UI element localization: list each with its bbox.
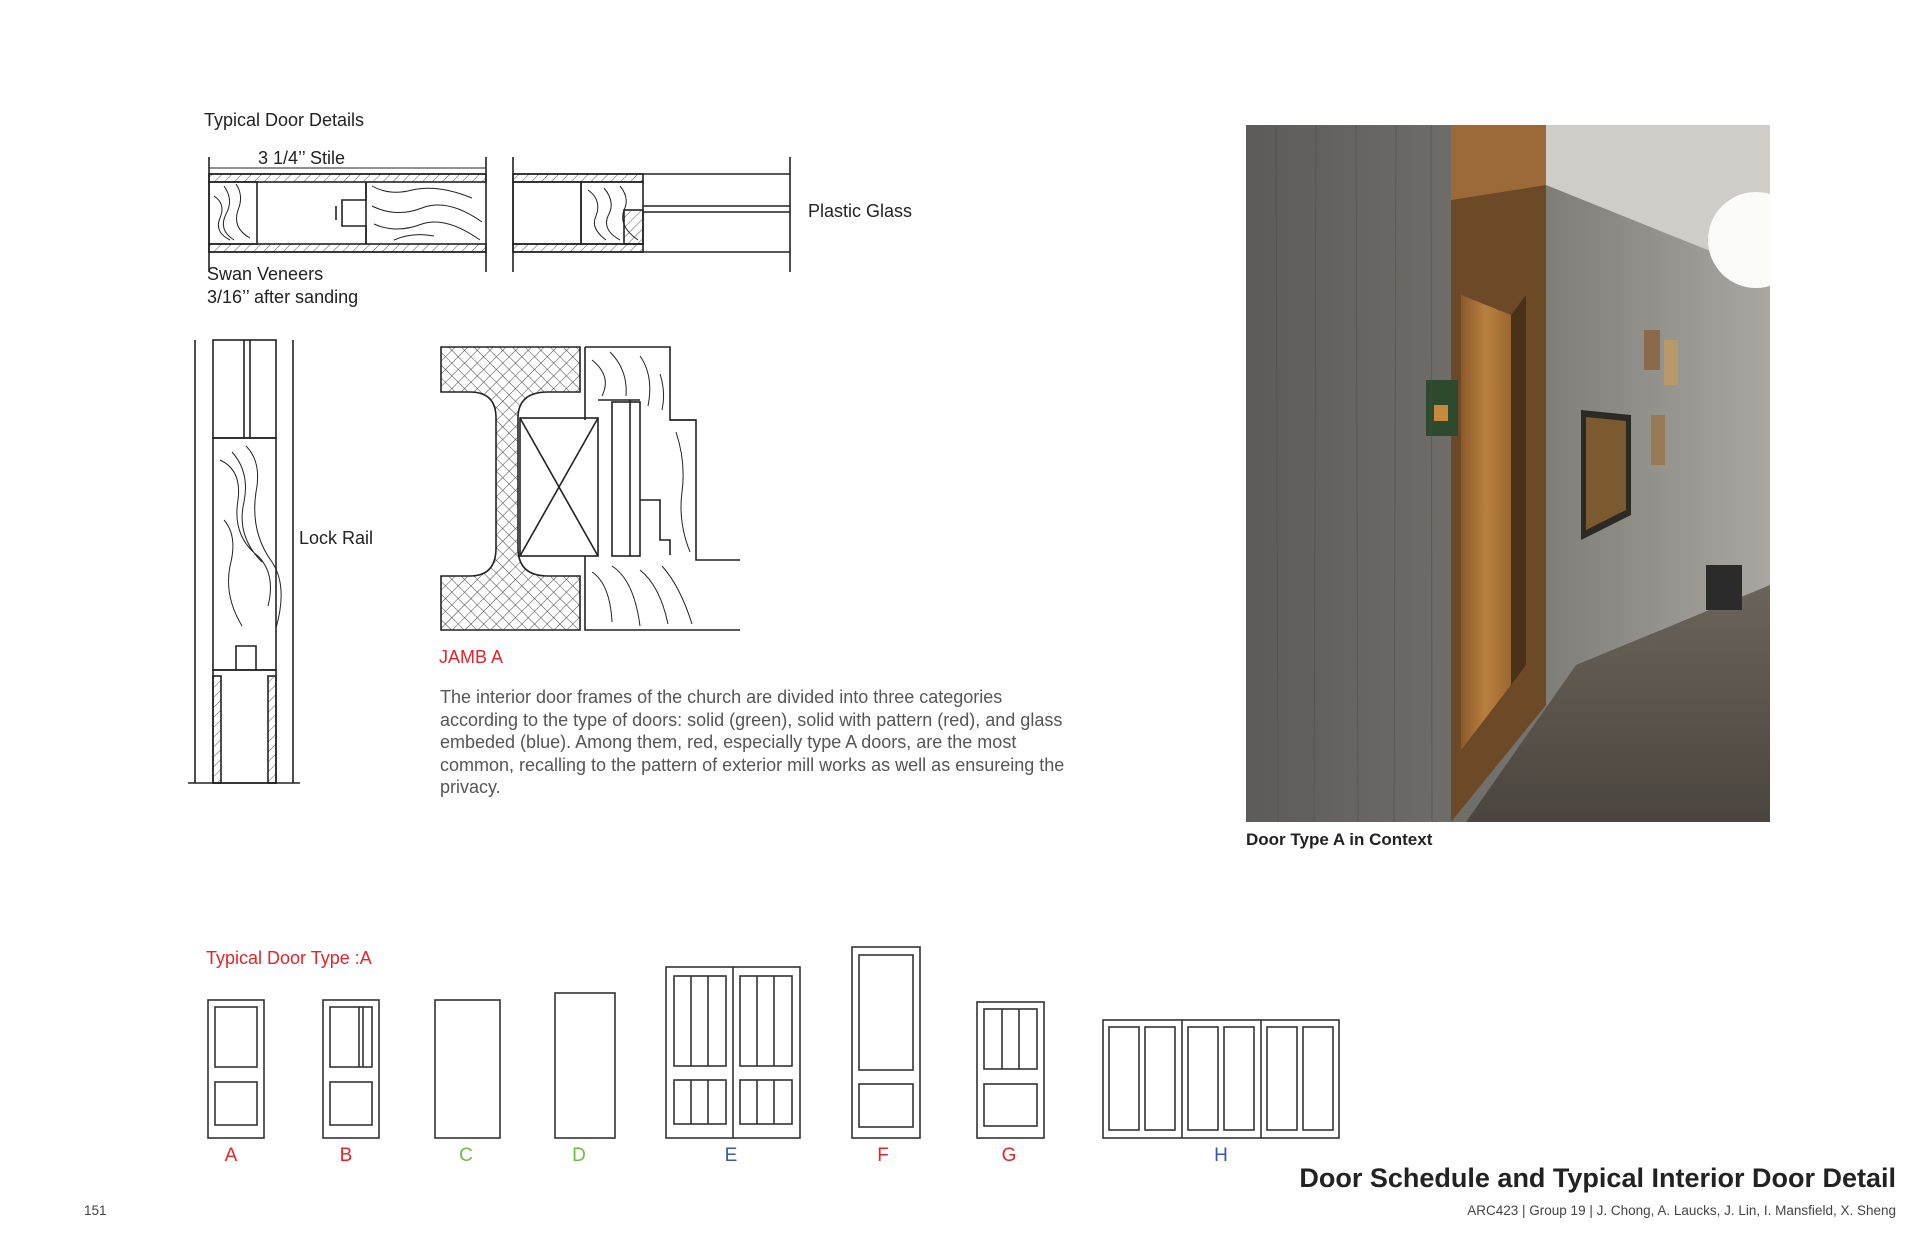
stile-label: 3 1/4’’ Stile (258, 148, 346, 168)
plastic-glass-label: Plastic Glass (808, 201, 913, 221)
door-types-row (208, 947, 1339, 1138)
photo-caption: Door Type A in Context (1246, 830, 1433, 849)
door-type-c (435, 1000, 500, 1138)
door-letter-f: F (877, 1145, 889, 1166)
page-footer-credits: ARC423 | Group 19 | J. Chong, A. Laucks, J. Lin, I. Mansfield, X. Sheng (1467, 1203, 1896, 1218)
door-type-heading: Typical Door Type :A (206, 948, 372, 968)
door-type-e (666, 967, 800, 1138)
door-letter-e: E (724, 1145, 738, 1166)
page-title: Door Schedule and Typical Interior Door Detail (1299, 1163, 1896, 1193)
door-letter-d: D (572, 1145, 586, 1166)
door-letter-b: B (339, 1145, 353, 1166)
door-letter-c: C (459, 1145, 473, 1166)
glass-section-detail (513, 157, 790, 272)
door-type-h (1103, 1020, 1339, 1138)
door-type-d (555, 993, 615, 1138)
door-letter-g: G (1001, 1145, 1017, 1166)
page-number: 151 (84, 1203, 107, 1218)
stile-section-detail (209, 157, 486, 272)
door-letter-a: A (224, 1145, 238, 1166)
jamb-a-label: JAMB A (439, 647, 504, 667)
veneers-label: Swan Veneers (207, 264, 324, 284)
description-paragraph: The interior door frames of the church are divided into three categories according to the type of doors: solid (green), solid with pattern (red), and glass embeded (blue). Among them, red, especially type A doors, are the most common, recalling to the pattern of exterior mill works as well as ensureing the privacy. (440, 687, 1065, 798)
door-type-g (977, 1002, 1044, 1138)
veneers-sanding-label: 3/16’’ after sanding (207, 287, 359, 307)
jamb-a-detail (441, 347, 740, 630)
door-type-f (852, 947, 920, 1138)
door-context-photo (1246, 125, 1770, 822)
door-type-a (208, 1000, 264, 1138)
details-title: Typical Door Details (204, 110, 365, 130)
lock-rail-label: Lock Rail (299, 528, 374, 548)
lock-rail-detail (188, 340, 300, 783)
door-letter-h: H (1214, 1145, 1228, 1166)
door-type-b (323, 1000, 379, 1138)
